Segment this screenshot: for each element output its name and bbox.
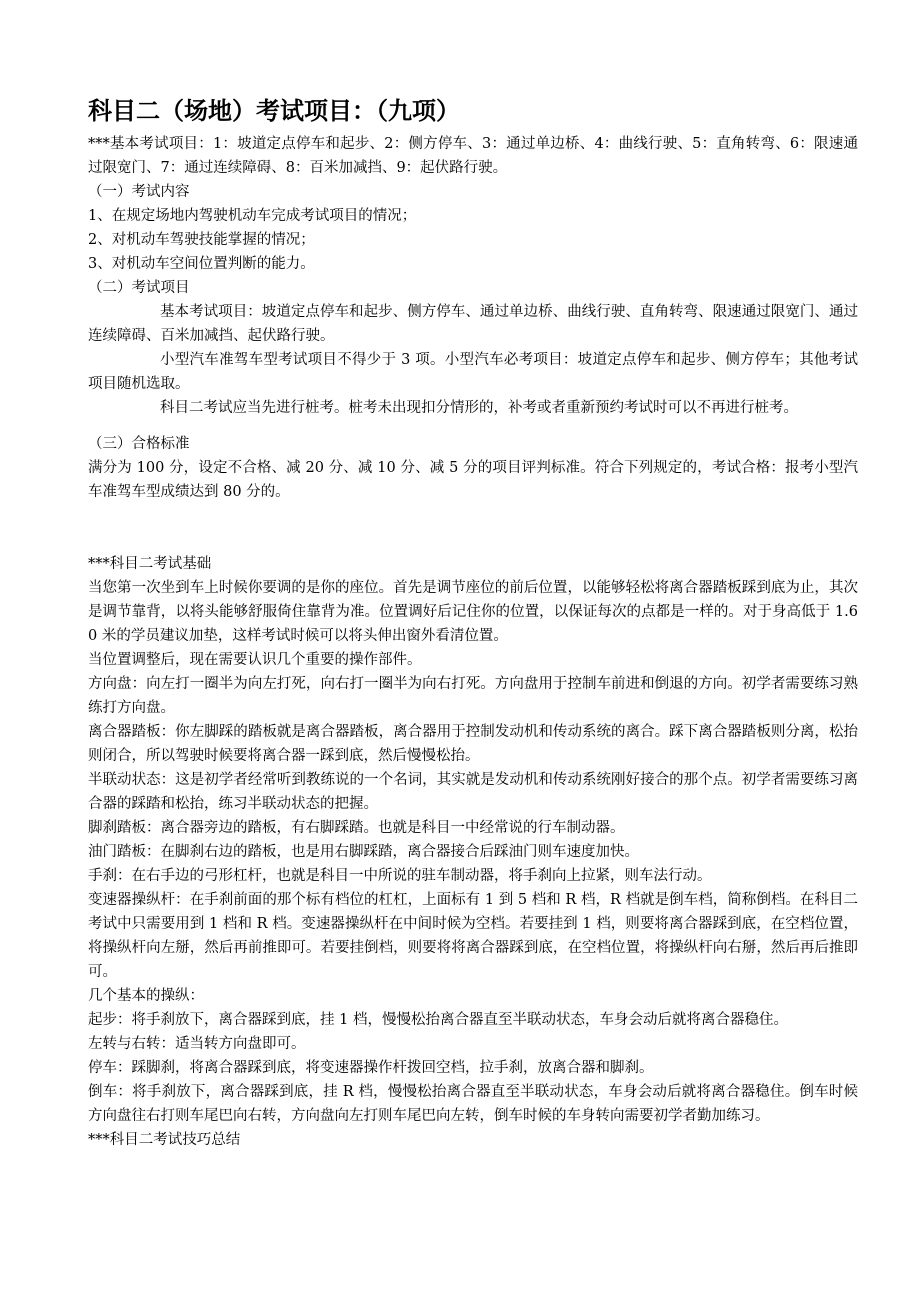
steering-wheel-paragraph: 方向盘：向左打一圈半为向左打死，向右打一圈半为向右打死。方向盘用于控制车前进和倒退的方向。初学者需要练习熟练打方向盘。 xyxy=(88,676,858,716)
exam-items-paragraph: 基本考试项目：坡道定点停车和起步、侧方停车、通过单边桥、曲线行驶、直角转弯、限速通过限宽门、通过连续障碍、百米加减挡、起伏路行驶。 xyxy=(88,304,858,344)
basic-operations-heading: 几个基本的操纵： xyxy=(88,988,204,1004)
clutch-pedal-paragraph: 离合器踏板：你左脚踩的踏板就是离合器踏板，离合器用于控制发动机和传动系统的离合。踩下离合器踏板则分离，松抬则闭合，所以驾驶时候要将离合器一踩到底，然后慢慢松抬。 xyxy=(88,724,858,764)
paragraph-spacer xyxy=(88,504,858,552)
section-heading-basics: ***科目二考试基础 xyxy=(88,556,212,572)
paragraph-spacer xyxy=(88,420,858,432)
stopping-paragraph: 停车：踩脚刹，将离合器踩到底，将变速器操作杆拨回空档，拉手刹，放离合器和脚刹。 xyxy=(88,1060,654,1076)
basic-items-paragraph: ***基本考试项目：1：坡道定点停车和起步、2：侧方停车、3：通过单边桥、4：曲线行驶、5：直角转弯、6：限速通过限宽门、7：通过连续障碍、8：百米加减挡、9：起伏路行驶。 xyxy=(88,136,858,176)
start-operation-paragraph: 起步：将手刹放下，离合器踩到底，挂 1 档，慢慢松抬离合器直至半联动状态，车身会动后就将离合器稳住。 xyxy=(88,1012,788,1028)
turning-paragraph: 左转与右转：适当转方向盘即可。 xyxy=(88,1036,306,1052)
pass-standard-paragraph: 满分为 100 分，设定不合格、减 20 分、减 10 分、减 5 分的项目评判标准。符合下列规定的，考试合格：报考小型汽车准驾车型成绩达到 80 分的。 xyxy=(88,460,858,500)
document-title: 科目二（场地）考试项目：（九项） xyxy=(88,96,460,125)
section-heading-exam-content: （一）考试内容 xyxy=(88,184,190,200)
handbrake-paragraph: 手刹：在右手边的弓形杠杆，也就是科目一中所说的驻车制动器，将手刹向上拉紧，则车法行动。 xyxy=(88,868,712,884)
section-heading-pass-standard: （三）合格标准 xyxy=(88,436,190,452)
document-page xyxy=(88,94,858,1152)
gear-lever-paragraph: 变速器操纵杆：在手刹前面的那个标有档位的杠杠，上面标有 1 到 5 档和 R 档，R 档就是倒车档，简称倒档。在科目二考试中只需要用到 1 档和 R 档。变速器操纵杆在中间时候为空档。若要挂到 1 档，则要将离合器踩到底，在空档位置，将操纵杆向左掰，然后再前推即可。若要挂倒档，则要将将离合器踩到底，在空档位置，将操纵杆向右掰，然后再后推即可。 xyxy=(88,892,858,980)
list-item: 3、对机动车空间位置判断的能力。 xyxy=(88,256,315,272)
half-clutch-paragraph: 半联动状态：这是初学者经常听到教练说的一个名词，其实就是发动机和传动系统刚好接合的那个点。初学者需要练习离合器的踩踏和松抬，练习半联动状态的把握。 xyxy=(88,772,858,812)
controls-intro-paragraph: 当位置调整后，现在需要认识几个重要的操作部件。 xyxy=(88,652,422,668)
brake-pedal-paragraph: 脚刹踏板：离合器旁边的踏板，有右脚踩踏。也就是科目一中经常说的行车制动器。 xyxy=(88,820,625,836)
section-heading-exam-items: （二）考试项目 xyxy=(88,280,190,296)
list-item: 1、在规定场地内驾驶机动车完成考试项目的情况； xyxy=(88,208,417,224)
seat-adjust-paragraph: 当您第一次坐到车上时候你要调的是你的座位。首先是调节座位的前后位置，以能够轻松将离合器踏板踩到底为止，其次是调节靠背，以将头能够舒服倚住靠背为准。位置调好后记住你的位置，以保证每次的点都是一样的。对于身高低于 1.60 米的学员建议加垫，这样考试时候可以将头伸出窗外看清位置。 xyxy=(88,580,858,644)
section-heading-tips: ***科目二考试技巧总结 xyxy=(88,1132,241,1148)
list-item: 2、对机动车驾驶技能掌握的情况； xyxy=(88,232,315,248)
pile-test-paragraph: 科目二考试应当先进行桩考。桩考未出现扣分情形的，补考或者重新预约考试时可以不再进行桩考。 xyxy=(160,400,798,416)
accelerator-pedal-paragraph: 油门踏板：在脚刹右边的踏板，也是用右脚踩踏，离合器接合后踩油门则车速度加快。 xyxy=(88,844,639,860)
reversing-paragraph: 倒车：将手刹放下，离合器踩到底，挂 R 档，慢慢松抬离合器直至半联动状态，车身会动后就将离合器稳住。倒车时候方向盘往右打则车尾巴向右转，方向盘向左打则车尾巴向左转，倒车时候的车身转向需要初学者勤加练习。 xyxy=(88,1084,858,1124)
small-car-items-paragraph: 小型汽车准驾车型考试项目不得少于 3 项。小型汽车必考项目：坡道定点停车和起步、侧方停车；其他考试项目随机选取。 xyxy=(88,352,858,392)
